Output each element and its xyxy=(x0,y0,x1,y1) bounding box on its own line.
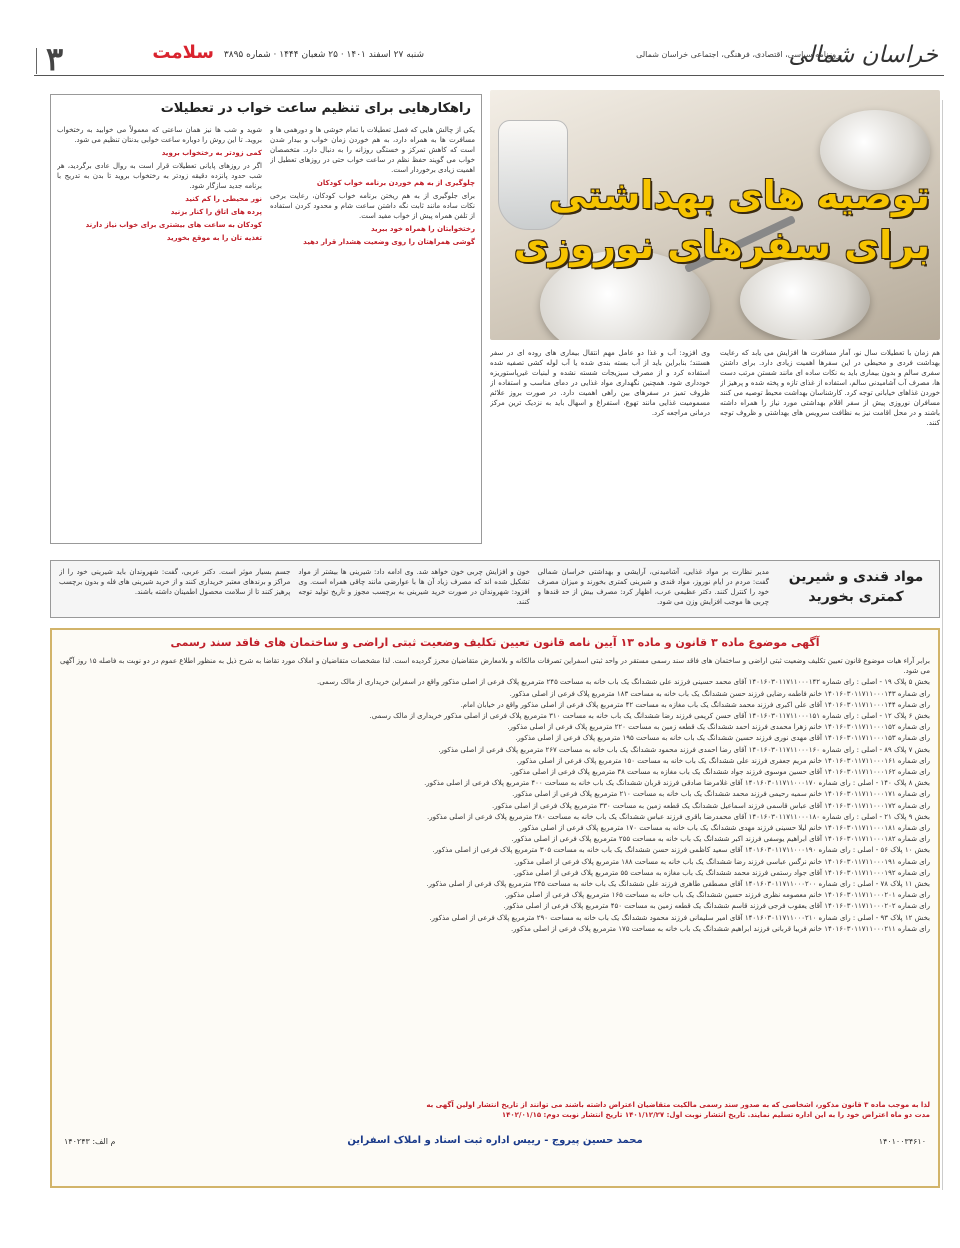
subheading: تغذیه تان را به موقع بخورید xyxy=(166,234,262,242)
paragraph: اگر در روزهای پایانی تعطیلات قرار است به روال عادی برگردید، هر شب حدود پانزده دقیقه زودتر به رختخواب بروید تا بدن به تدریج با برنامه جدید سازگار شود. xyxy=(57,162,262,190)
subheading: گوشی همراهتان را روی وضعیت هشدار قرار دهید xyxy=(303,238,475,246)
newspaper-tagline: روزنامه سیاسی، اقتصادی، فرهنگی، اجتماعی خراسان شمالی xyxy=(636,50,840,59)
paragraph: برای جلوگیری از به هم ریختن برنامه خواب کودکان، رعایت برخی نکات ساده مانند ثابت نگه داشتن ساعت شام و محدود کردن استفاده از تلفن همراه پیش از خواب مفید است. xyxy=(270,192,475,220)
masthead xyxy=(34,40,944,76)
paragraph: یکی از چالش هایی که فصل تعطیلات با تمام خوشی ها و دورهمی ها و مسافرت ها به همراه دارد، به هم خوردن زمان خواب و بیدار شدن است که کاهش تمرکز و خستگی روزانه را به دنبال دارد. متخصصان خواب می گویند حفظ نظم در ساعت خواب حتی در روزهای تعطیل از اهمیت زیادی برخوردار است. xyxy=(270,126,475,174)
notice-paragraph: رای شماره ۱۴۰۱۶۰۳۰۱۱۷۱۱۰۰۰۱۵۲ خانم زهرا محمدی فرزند احمد ششدانگ یک قطعه زمین به مساحت ۲۲۰ مترمربع پلاک فرعی از اصلی مذکور. xyxy=(507,723,930,732)
page-number-divider xyxy=(36,48,37,74)
subheading: کودکان به ساعت های بیشتری برای خواب نیاز دارند xyxy=(85,221,262,229)
notice-paragraph: رای شماره ۱۴۰۱۶۰۳۰۱۱۷۱۱۰۰۰۱۸۱ خانم لیلا حسینی فرزند مهدی ششدانگ یک باب خانه به مساحت ۱۷۰ مترمربع پلاک فرعی از اصلی مذکور. xyxy=(518,824,930,833)
notice-paragraph: رای شماره ۱۴۰۱۶۰۳۰۱۱۷۱۱۰۰۰۲۱۱ خانم فریبا قربانی فرزند ابراهیم ششدانگ یک باب خانه به مساحت ۱۷۵ مترمربع پلاک فرعی از اصلی مذکور. xyxy=(510,924,930,933)
section-title: سلامت xyxy=(152,42,214,63)
plate-icon xyxy=(740,260,870,340)
main-headline xyxy=(510,170,930,270)
notice-code: م الف: ۱۴۰۲۴۳ xyxy=(64,1137,116,1146)
notice-paragraph: رای شماره ۱۴۰۱۶۰۳۰۱۱۷۱۱۰۰۰۲۰۱ خانم معصومه نظری فرزند حسین ششدانگ یک باب خانه به مساحت ۱۶۵ مترمربع پلاک فرعی از اصلی مذکور. xyxy=(504,891,930,900)
sweets-article xyxy=(50,560,940,618)
notice-paragraph: رای شماره ۱۴۰۱۶۰۳۰۱۱۷۱۱۰۰۰۱۶۱ خانم مریم جعفری فرزند علی ششدانگ یک باب خانه به مساحت ۱۵۰ مترمربع پلاک فرعی از اصلی مذکور. xyxy=(516,756,930,765)
article-column: وی افزود: آب و غذا دو عامل مهم انتقال بیماری های روده ای در سفر هستند؛ بنابراین باید از آب بسته بندی شده یا آب لوله کشی تصفیه شده استفاده کرد و از مصرف سبزیجات شسته نشده و لبنیات غیرپاستوریزه خودداری شود. همچنین نگهداری مواد غذایی در دمای مناسب و استفاده از ظروف تمیز در سفرهای بین راهی اهمیت دارد. در صورت بروز علائم مسمومیت غذایی مانند تهوع، استفراغ و اسهال باید به نزدیک ترین مرکز درمانی مراجعه کرد. xyxy=(490,349,710,417)
notice-paragraph: بخش ۱۱ پلاک ۷۸ - اصلی : رای شماره ۱۴۰۱۶۰۳۰۱۱۷۱۱۰۰۰۲۰۰ آقای مصطفی طاهری فرزند علی ششدانگ یک باب خانه به مساحت ۲۳۵ مترمربع پلاک فرعی از اصلی مذکور. xyxy=(426,880,930,889)
headline-line-1: توصیه های بهداشتی xyxy=(549,173,930,217)
dateline: شنبه ۲۷ اسفند ۱۴۰۱ · ۲۵ شعبان ۱۴۴۴ · شماره ۳۸۹۵ xyxy=(223,50,424,60)
notice-paragraph: رای شماره ۱۴۰۱۶۰۳۰۱۱۷۱۱۰۰۰۲۰۲ آقای یعقوب فرجی فرزند قاسم ششدانگ یک قطعه زمین به مساحت ۴۵۰ مترمربع پلاک فرعی از اصلی مذکور. xyxy=(503,902,930,911)
notice-paragraph: رای شماره ۱۴۰۱۶۰۳۰۱۱۷۱۱۰۰۰۱۵۳ آقای مهدی نوری فرزند حسین ششدانگ یک باب خانه به مساحت ۱۹۵ مترمربع پلاک فرعی از اصلی مذکور. xyxy=(515,734,930,743)
newspaper-logo: خراسان شمالی xyxy=(788,42,938,68)
notice-paragraph: رای شماره ۱۴۰۱۶۰۳۰۱۱۷۱۱۰۰۰۱۷۲ آقای عباس قاسمی فرزند اسماعیل ششدانگ یک قطعه زمین به مساحت ۳۳۰ مترمربع پلاک فرعی از اصلی مذکور. xyxy=(492,801,930,810)
notice-body xyxy=(60,656,930,1108)
sweets-article-body xyxy=(59,567,769,611)
notice-paragraph: بخش ۱۰ پلاک ۵۶ - اصلی : رای شماره ۱۴۰۱۶۰۳۰۱۱۷۱۱۰۰۰۱۹۰ آقای سعید کاظمی فرزند حسن ششدانگ یک باب خانه به مساحت ۳۰۵ مترمربع پلاک فرعی از اصلی مذکور. xyxy=(432,846,930,855)
notice-paragraph: رای شماره ۱۴۰۱۶۰۳۰۱۱۷۱۱۰۰۰۱۹۱ خانم نرگس عباسی فرزند رضا ششدانگ یک باب خانه به مساحت ۱۸۸ مترمربع پلاک فرعی از اصلی مذکور. xyxy=(513,857,930,866)
subheading: کمی زودتر به رختخواب بروید xyxy=(161,149,262,157)
headline-line-2: برای سفرهای نوروزی xyxy=(513,223,930,267)
notice-paragraph: بخش ۸ پلاک ۱۴۰ - اصلی : رای شماره ۱۴۰۱۶۰۳۰۱۱۷۱۱۰۰۰۱۷۰ آقای غلامرضا صادقی فرزند قربان ششدانگ یک باب خانه به مساحت ۴۰۰ مترمربع پلاک فرعی از اصلی مذکور. xyxy=(424,779,930,788)
subheading: رختخوابتان را همراه خود ببرید xyxy=(370,225,475,233)
notice-signature: محمد حسین پیروج - رییس اداره ثبت اسناد و املاک اسفراین xyxy=(347,1135,643,1146)
notice-paragraph: رای شماره ۱۴۰۱۶۰۳۰۱۱۷۱۱۰۰۰۱۶۲ آقای حسین موسوی فرزند جواد ششدانگ یک باب مغازه به مساحت ۳۸ مترمربع پلاک فرعی از اصلی مذکور. xyxy=(510,768,930,777)
article-column: خون و افزایش چربی خون خواهد شد. وی ادامه داد: شیرینی ها بیشتر از مواد تشکیل شده اند که مصرف زیاد آن ها با عوارضی مانند چاقی همراه است. وی افزود: شهروندان در صورت خرید شیرینی به برچسب مجوز و تاریخ تولید توجه کنند. xyxy=(298,568,530,606)
notice-paragraph: رای شماره ۱۴۰۱۶۰۳۰۱۱۷۱۱۰۰۰۱۹۲ آقای جواد رستمی فرزند محمد ششدانگ یک باب مغازه به مساحت ۵۵ مترمربع پلاک فرعی از اصلی مذکور. xyxy=(513,868,930,877)
article-column xyxy=(57,125,262,537)
article-column xyxy=(270,125,475,537)
notice-paragraph: رای شماره ۱۴۰۱۶۰۳۰۱۱۷۱۱۰۰۰۱۴۳ خانم فاطمه رضایی فرزند حسن ششدانگ یک باب خانه به مساحت ۱۸۳ مترمربع پلاک فرعی از اصلی مذکور. xyxy=(509,689,930,698)
notice-paragraph: رای شماره ۱۴۰۱۶۰۳۰۱۱۷۱۱۰۰۰۱۷۱ خانم سمیه رحیمی فرزند محمد ششدانگ یک باب خانه به مساحت ۲۱۰ مترمربع پلاک فرعی از اصلی مذکور. xyxy=(512,790,930,799)
sleep-article xyxy=(50,94,482,544)
notice-paragraph: بخش ۱۲ پلاک ۹۳ - اصلی : رای شماره ۱۴۰۱۶۰۳۰۱۱۷۱۱۰۰۰۲۱۰ آقای امیر سلیمانی فرزند محمود ششدانگ یک باب خانه به مساحت ۲۹۰ مترمربع پلاک فرعی از اصلی مذکور. xyxy=(429,913,930,922)
notice-paragraph: برابر آراء هیات موضوع قانون تعیین تکلیف وضعیت ثبتی اراضی و ساختمان های فاقد سند رسمی مستقر در واحد ثبتی اسفراین تصرفات مالکانه و بلامعارض متقاضیان محرز گردیده است. لذا مشخصات متقاضیان و املاک مورد تقاضا به شرح ذیل به منظور اطلاع عموم در دو نوبت به فاصله ۱۵ روز آگهی می شود. xyxy=(60,657,930,676)
notice-paragraph: بخش ۹ پلاک ۲۱ - اصلی : رای شماره ۱۴۰۱۶۰۳۰۱۱۷۱۱۰۰۰۱۸۰ آقای محمدرضا باقری فرزند عباس ششدانگ یک باب خانه به مساحت ۲۸۰ مترمربع پلاک فرعی از اصلی مذکور. xyxy=(426,812,930,821)
notice-title: آگهی موضوع ماده ۳ قانون و ماده ۱۳ آیین نامه قانون تعیین تکلیف وضعیت ثبتی اراضی و ساختمان های فاقد سند رسمی xyxy=(170,636,820,649)
subheading: نور محیطی را کم کنید xyxy=(185,195,262,203)
sleep-article-body xyxy=(57,125,475,537)
hero-image xyxy=(490,90,940,340)
notice-paragraph: بخش ۶ پلاک ۱۲ - اصلی : رای شماره ۱۴۰۱۶۰۳۰۱۱۷۱۱۰۰۰۱۵۱ آقای حسن کریمی فرزند رضا ششدانگ یک باب خانه به مساحت ۳۱۰ مترمربع پلاک فرعی از اصلی مذکور خریداری از مالک رسمی. xyxy=(369,712,930,721)
notice-id: ۱۴۰۱۰۰۳۴۶۱۰ xyxy=(878,1137,926,1146)
subheading: چلوگیری از به هم خوردن برنامه خواب کودکان xyxy=(316,179,475,187)
article-column: جسم بسیار موثر است. دکتر عربی، گفت: شهروندان باید شیرینی خود را از مراکز و برندهای معتبر خریداری کنند و از خرید شیرینی های فله و بدون برچسب پرهیز کنند تا از سلامت محصول اطمینان داشته باشند. xyxy=(59,568,291,596)
notice-paragraph: رای شماره ۱۴۰۱۶۰۳۰۱۱۷۱۱۰۰۰۱۸۲ آقای ابراهیم یوسفی فرزند اکبر ششدانگ یک باب خانه به مساحت ۲۵۵ مترمربع پلاک فرعی از اصلی مذکور. xyxy=(511,835,930,844)
notice-footer: لذا به موجب ماده ۳ قانون مذکور، اشخاصی که به صدور سند رسمی مالکیت متقاضیان اعتراض داشته باشند می توانند از تاریخ انتشار اولین آگهی به مدت دو ماه اعتراض خود را به این اداره تسلیم نمایند. تاریخ انتشار نوبت اول: ۱۴۰۱/۱۲/۲۷ تاریخ انتشار نوبت دوم: ۱۴۰۲/۰۱/۱۵ xyxy=(426,1101,930,1119)
article-column: مدیر نظارت بر مواد غذایی، آشامیدنی، آرایشی و بهداشتی خراسان شمالی گفت: مردم در ایام نوروز، مواد قندی و شیرینی کمتری بخورند و میزان مصرف خود را کنترل کنند. دکتر عظیمی عرب، اظهار کرد: مصرف بیش از حد قندها و چربی ها موجب افزایش وزن می شود. xyxy=(537,568,769,606)
notice-paragraph: رای شماره ۱۴۰۱۶۰۳۰۱۱۷۱۱۰۰۰۱۴۴ آقای علی اکبری فرزند محمد ششدانگ یک باب مغازه به مساحت ۴۲ مترمربع پلاک فرعی از اصلی مذکور واقع در خیابان امام. xyxy=(460,700,930,709)
notice-paragraph: بخش ۵ پلاک ۱۹ - اصلی : رای شماره ۱۴۰۱۶۰۳۰۱۱۷۱۱۰۰۰۱۴۲ آقای محمد حسینی فرزند علی ششدانگ یک باب خانه به مساحت ۲۴۵ مترمربع پلاک فرعی از اصلی مذکور واقع در اسفراین خریداری از مالک رسمی. xyxy=(316,678,930,687)
page-number: ۳ xyxy=(46,40,64,78)
notice-paragraph: بخش ۷ پلاک ۸۹ - اصلی : رای شماره ۱۴۰۱۶۰۳۰۱۱۷۱۱۰۰۰۱۶۰ آقای رضا احمدی فرزند محمود ششدانگ یک باب خانه به مساحت ۲۶۷ مترمربع پلاک فرعی از اصلی مذکور. xyxy=(438,745,930,754)
page-header xyxy=(0,0,960,92)
main-article-body xyxy=(490,348,940,548)
subheading: پرده های اتاق را کنار بزنید xyxy=(170,208,262,216)
article-column: هم زمان با تعطیلات سال نو، آمار مسافرت ها افزایش می یابد که رعایت بهداشت فردی و محیطی در این سفرها اهمیت زیادی دارد. برای داشتن سفری سالم و بدون بیماری باید به نکات ساده ای مانند شستن مرتب دست ها، مصرف آب آشامیدنی سالم، استفاده از غذای تازه و پخته شده و پرهیز از خوردن غذاهای خیابانی توجه کرد. کارشناسان بهداشت محیط توصیه می کنند مسافران نوروزی پیش از سفر اقلام بهداشتی مورد نیاز را همراه داشته باشند و در محل اقامت نیز به نظافت سرویس های بهداشتی و ظروف توجه کنند. xyxy=(720,349,940,427)
column-rule xyxy=(942,100,943,1190)
main-article xyxy=(490,90,940,545)
sweets-article-title: مواد قندی و شیرین کمتری بخورید xyxy=(788,569,924,605)
legal-notice xyxy=(50,628,940,1188)
paragraph: شوید و شب ها نیز همان ساعتی که معمولاً می خوابید به رختخواب بروید. تا این روش را دوباره ساعت خوابی بدنتان تنظیم می شود. xyxy=(57,126,262,144)
sleep-article-title: راهکارهایی برای تنظیم ساعت خواب در تعطیلات xyxy=(160,101,471,116)
